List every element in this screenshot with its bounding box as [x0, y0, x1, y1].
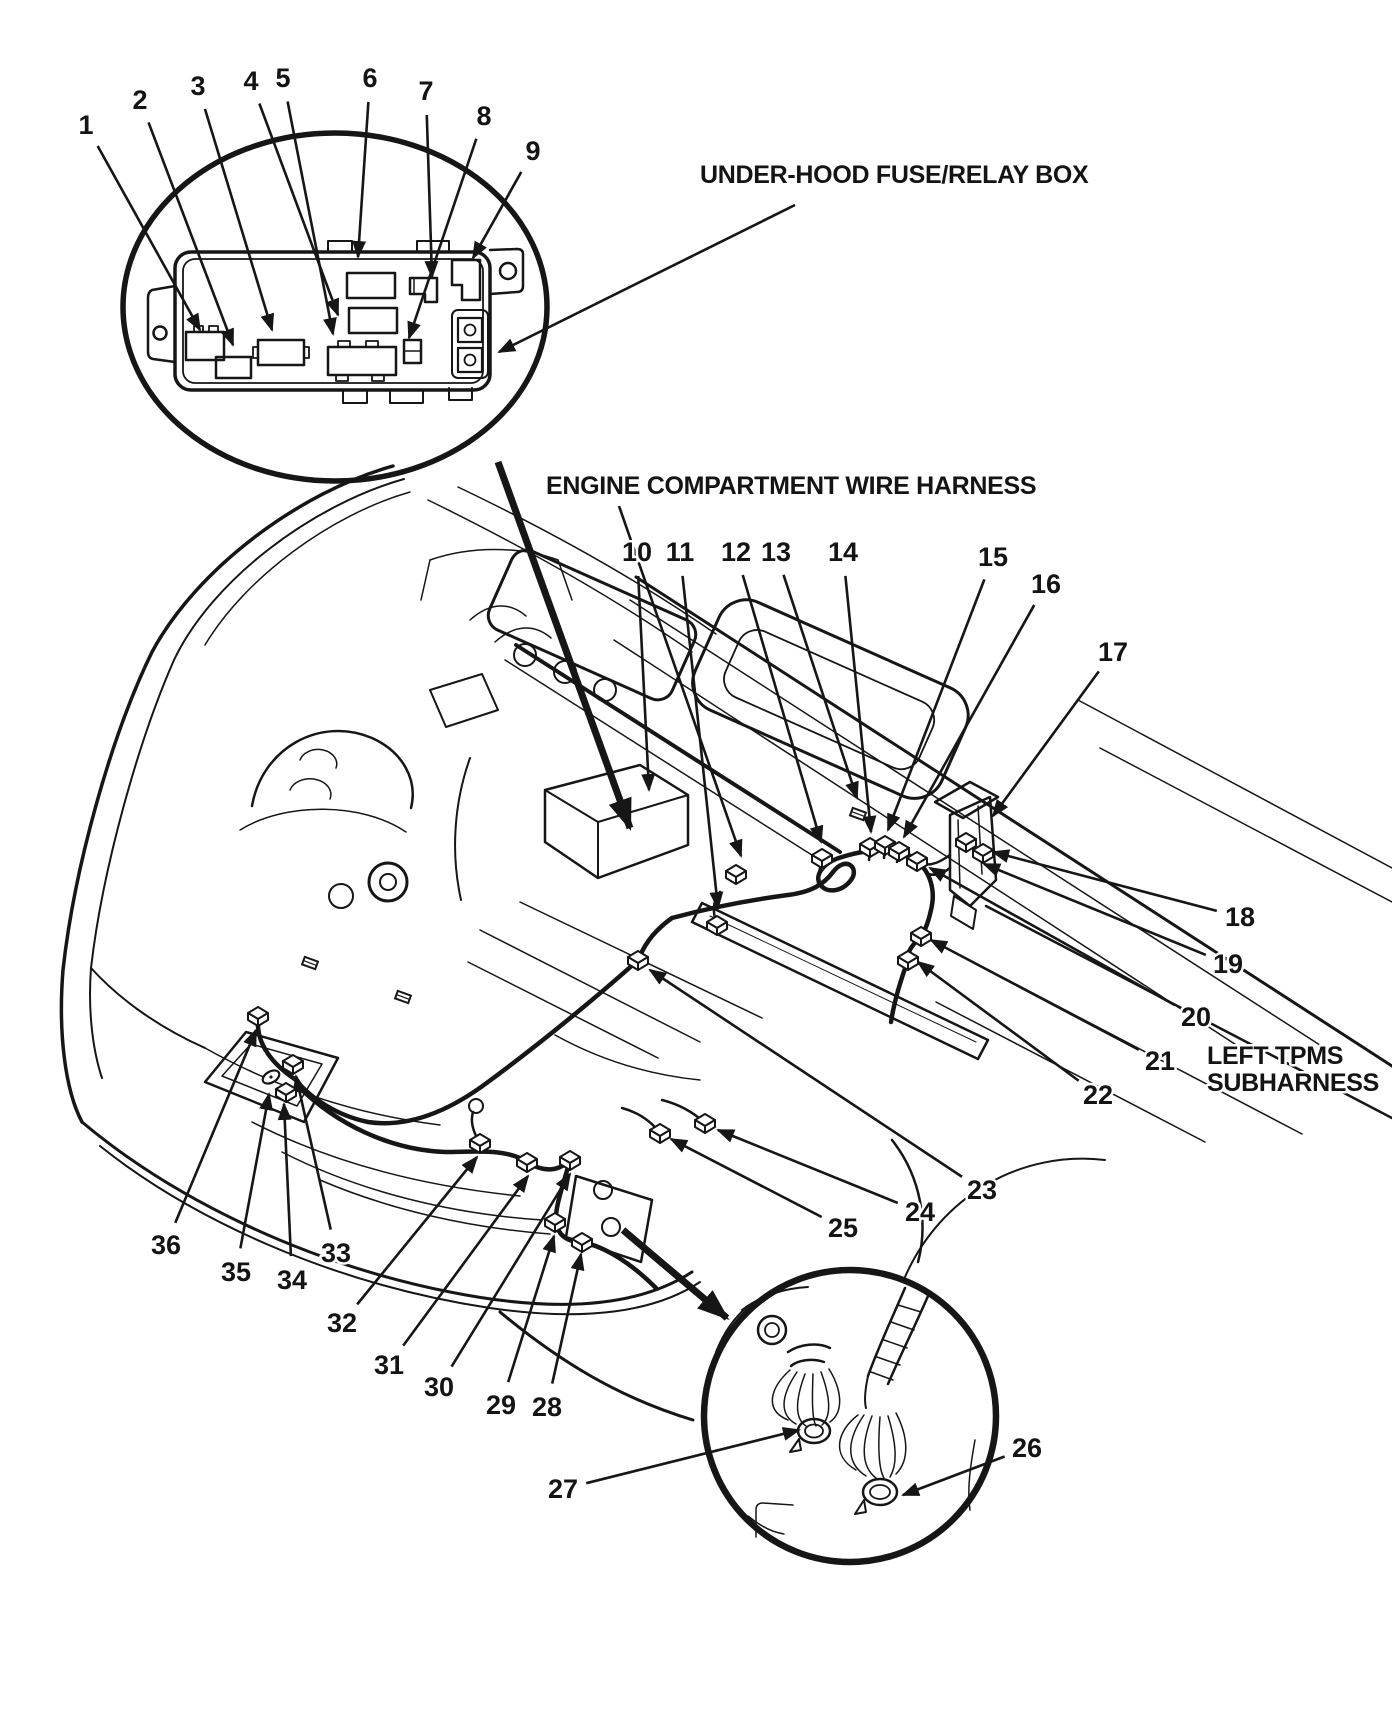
- callout-29-label: 29: [485, 1390, 517, 1420]
- line-art-path: [82, 1122, 692, 1304]
- callout-22-leader: [918, 962, 1079, 1081]
- line-art-path: [480, 930, 700, 1042]
- harness-clip: [850, 808, 866, 820]
- line-art-path: [636, 577, 1392, 1066]
- connector-cube: [572, 1233, 592, 1252]
- line-art-path: [958, 820, 960, 888]
- line-art-path: [868, 1288, 905, 1376]
- callout-27-label: 27: [547, 1474, 579, 1504]
- callout-10-label: 10: [621, 537, 653, 567]
- line-art-path: [790, 1439, 801, 1452]
- line-art-circle: [465, 325, 476, 336]
- line-art-path: [864, 1416, 876, 1478]
- line-art-path: [935, 782, 998, 818]
- line-art-circle: [369, 863, 407, 901]
- callout-3-label: 3: [190, 71, 206, 101]
- callout-35-label: 35: [220, 1257, 252, 1287]
- line-art-path: [865, 1376, 868, 1408]
- line-art-ellipse: [805, 1425, 823, 1438]
- line-art-path: [468, 962, 658, 1058]
- callout-11-label: 11: [665, 537, 695, 567]
- cowl-windshield-lines: [505, 577, 1392, 1066]
- connector-6: [347, 273, 395, 298]
- connector-3: [258, 340, 304, 365]
- grommet-left: [798, 1419, 830, 1443]
- engine-harness-label: ENGINE COMPARTMENT WIRE HARNESS: [546, 472, 1037, 500]
- callout-8-label: 8: [476, 101, 492, 131]
- line-art-path: [430, 550, 558, 561]
- callout-34-label: 34: [276, 1265, 308, 1295]
- callout-35-leader: [240, 1094, 269, 1248]
- callout-30-leader: [452, 1174, 570, 1367]
- line-art-path: [1078, 700, 1392, 868]
- callout-32-label: 32: [326, 1308, 358, 1338]
- callout-13-label: 13: [760, 537, 792, 567]
- line-art-path: [951, 896, 976, 929]
- callout-24-leader: [718, 1130, 898, 1203]
- callout-28-label: 28: [531, 1392, 563, 1422]
- line-art-path: [240, 809, 406, 832]
- callout-32-leader: [357, 1157, 477, 1304]
- callout-22-label: 22: [1082, 1080, 1114, 1110]
- callout-34-leader: [284, 1104, 291, 1256]
- line-art-circle: [380, 874, 396, 890]
- callout-36-leader: [175, 1030, 256, 1223]
- connector-4: [349, 308, 397, 333]
- callout-14-label: 14: [827, 537, 859, 567]
- line-art-path: [772, 1370, 790, 1420]
- left-tpms-label-line2: SUBHARNESS: [1207, 1069, 1380, 1097]
- line-art-path: [788, 1345, 830, 1352]
- callout-17-label: 17: [1097, 637, 1129, 667]
- strut-tower: [240, 731, 413, 832]
- line-art-circle: [704, 1270, 996, 1562]
- line-art-ellipse: [870, 1485, 890, 1499]
- callout-21-label: 21: [1144, 1046, 1176, 1076]
- line-art-path: [421, 560, 430, 600]
- line-art-circle: [765, 1323, 779, 1337]
- callout-17-leader: [993, 671, 1099, 816]
- callout-23-label: 23: [966, 1175, 998, 1205]
- detail-circle-inset: [704, 1270, 996, 1562]
- line-art-path: [614, 640, 1244, 1050]
- line-art-path: [91, 968, 205, 1048]
- connector-cube: [726, 865, 746, 884]
- callout-6-label: 6: [362, 63, 378, 93]
- callout-27-leader: [586, 1430, 799, 1483]
- callout-26-leader: [903, 1457, 1005, 1495]
- callout-20-leader: [930, 868, 1175, 1005]
- callout-19-label: 19: [1212, 949, 1244, 979]
- line-art-circle: [602, 1218, 620, 1236]
- callout-8-leader: [409, 139, 476, 338]
- line-art-path: [61, 466, 393, 1122]
- line-art-path: [784, 1372, 797, 1424]
- line-art-path: [470, 606, 526, 620]
- callout-18-label: 18: [1224, 902, 1256, 932]
- callout-20-label: 20: [1180, 1002, 1212, 1032]
- connector-5: [328, 347, 396, 375]
- line-art-path: [455, 758, 470, 900]
- line-art-circle: [469, 1099, 483, 1113]
- line-art-circle: [594, 679, 616, 701]
- grommet-right: [863, 1479, 897, 1505]
- callout-26-label: 26: [1011, 1433, 1043, 1463]
- line-art-rect: [458, 318, 482, 342]
- line-art-rect: [683, 590, 978, 808]
- callout-31-label: 31: [373, 1350, 405, 1380]
- callout-9-label: 9: [525, 136, 541, 166]
- line-art-path: [205, 492, 410, 645]
- callout-numbers-layer: [78, 63, 1255, 1504]
- line-art-circle: [758, 1316, 786, 1344]
- line-art-path: [888, 1296, 928, 1384]
- harness-clip: [302, 957, 318, 969]
- line-art-path: [896, 1413, 906, 1474]
- callout-28-leader: [552, 1254, 581, 1384]
- callout-12-leader: [743, 575, 821, 842]
- line-art-path: [290, 779, 331, 799]
- line-art-path: [798, 1374, 806, 1426]
- line-art-path: [556, 1160, 656, 1288]
- callout-25-leader: [671, 1139, 822, 1217]
- callout-4-label: 4: [243, 66, 259, 96]
- callout-6-leader: [358, 102, 368, 257]
- callout-16-label: 16: [1030, 569, 1062, 599]
- line-art-circle: [154, 327, 167, 340]
- fusebox-right-tab: [490, 249, 523, 294]
- fusebox-left-tab: [148, 286, 175, 362]
- callout-30-label: 30: [423, 1372, 455, 1402]
- callout-24-label: 24: [904, 1197, 936, 1227]
- line-art-path: [710, 916, 976, 1042]
- leader-lines-layer: [98, 102, 1217, 1495]
- line-art-path: [978, 806, 982, 874]
- line-art-path: [1100, 748, 1392, 902]
- callout-5-label: 5: [275, 63, 291, 93]
- harness-clip: [395, 991, 411, 1003]
- callout-29-leader: [508, 1236, 554, 1382]
- line-art-path: [500, 1312, 693, 1420]
- callout-1-label: 1: [78, 110, 94, 140]
- callout-15-label: 15: [977, 542, 1009, 572]
- wire-fan-right: [840, 1413, 906, 1478]
- callout-16-leader: [904, 605, 1034, 837]
- left-tpms-label-line1: LEFT TPMS: [1207, 1042, 1344, 1070]
- line-art-path: [630, 600, 1340, 1058]
- fusebox-outline: [175, 252, 490, 390]
- callout-12-label: 12: [720, 537, 752, 567]
- line-art-path: [390, 390, 423, 403]
- line-art-path: [253, 347, 309, 358]
- line-art-path: [100, 1146, 700, 1314]
- callout-2-label: 2: [132, 85, 148, 115]
- connector-cube: [707, 916, 727, 935]
- wire-fan-left: [772, 1369, 839, 1426]
- line-art-path: [855, 1500, 866, 1514]
- under-hood-label: UNDER-HOOD FUSE/RELAY BOX: [700, 161, 1089, 189]
- connector-9: [452, 260, 480, 300]
- line-art-path: [430, 674, 498, 727]
- line-art-g: [683, 590, 978, 808]
- line-art-rect: [458, 348, 482, 372]
- line-art-circle: [500, 263, 516, 279]
- line-art-circle: [329, 884, 353, 908]
- line-art-path: [840, 1415, 858, 1470]
- connector-cube: [545, 1213, 565, 1232]
- callout-33-label: 33: [320, 1238, 352, 1268]
- line-art-path: [90, 479, 404, 1078]
- line-art-path: [879, 1417, 884, 1478]
- line-art-circle: [465, 355, 476, 366]
- connector-cube: [248, 1007, 268, 1026]
- line-art-path: [640, 918, 672, 956]
- line-art-path: [821, 1372, 829, 1425]
- car-engine-bay-art: [61, 133, 1392, 1562]
- line-art-path: [252, 731, 413, 808]
- line-art-path: [791, 1360, 824, 1366]
- line-art-path: [296, 962, 636, 1123]
- callout-25-label: 25: [827, 1213, 859, 1243]
- callout-36-label: 36: [150, 1230, 182, 1260]
- line-art-path: [300, 749, 337, 768]
- callout-7-label: 7: [418, 76, 434, 106]
- connector-cube: [898, 951, 918, 970]
- callout-13-leader: [784, 575, 857, 798]
- line-art-path: [829, 1369, 840, 1422]
- callout-23-leader: [650, 970, 962, 1177]
- line-art-path: [343, 390, 367, 403]
- line-art-path: [888, 1416, 895, 1477]
